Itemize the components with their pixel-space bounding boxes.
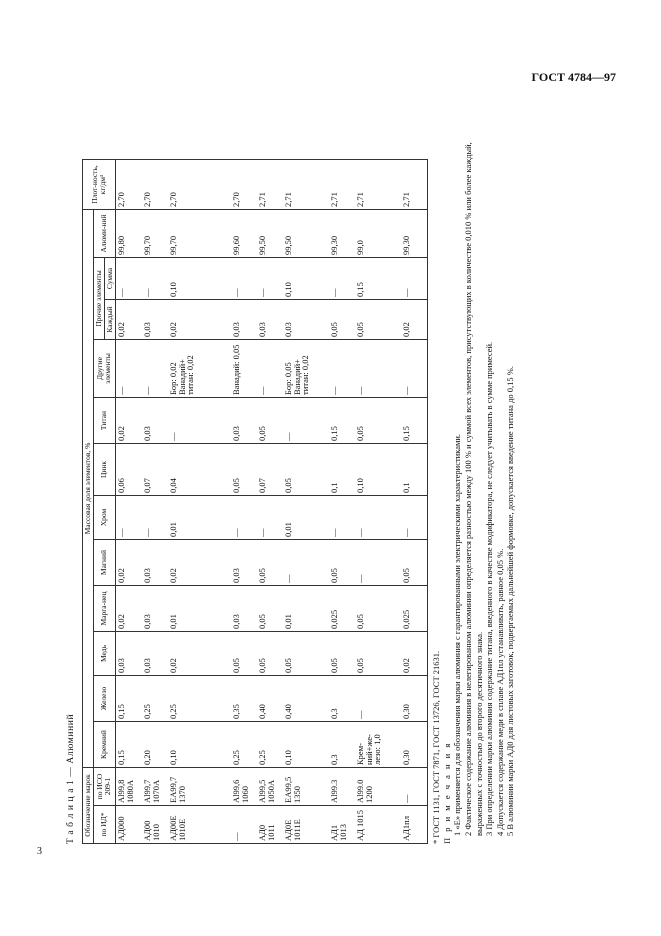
table-cell: 0,02 [401,300,428,340]
table-cell: 0,02 [168,540,214,586]
table-cell: 0,05 [401,540,428,586]
table-cell: 0,05 [329,300,355,340]
table-cell: 0,03 [214,540,257,586]
table-cell: 99,50 [257,210,283,258]
table-cell: — [142,258,168,300]
table-cell: АД0Е 1011Е [283,806,329,844]
table-cell: 99,80 [115,210,142,258]
table-cell: Al99.3 [329,768,355,806]
table-cell: 0,25 [214,722,257,768]
table-cell: 2,71 [257,160,283,210]
table-cell: 0,06 [115,444,142,496]
table-cell: 0,025 [329,586,355,632]
col-other-elements: Другие элементы [93,340,115,398]
rotated-content [66,94,611,844]
table-cell: — [283,398,329,444]
table-cell: Al99,5 1050A [257,768,283,806]
table-cell: Бор: 0,02 Ванадий+ титан: 0,02 [168,340,214,398]
col-iron: Железо [93,676,115,722]
table-cell: 0,10 [168,722,214,768]
table-cell: 0,05 [355,398,401,444]
table-cell: 0,04 [168,444,214,496]
col-silicon: Кремний [93,722,115,768]
table-cell: 0,05 [329,540,355,586]
table-cell: — [329,496,355,540]
table-cell: 99,0 [355,210,401,258]
table-cell: 0,02 [168,632,214,676]
table-cell: 2,71 [355,160,401,210]
table-cell: 0,05 [355,632,401,676]
table-cell: 0,02 [115,398,142,444]
note-2: 2 Фактическое содержание алюминия в нелегированном алюминии определяется разностью между 100 % и суммой всех элементов, присутствующих в количестве 0,010 % или более каждый, выраженных с точностью до второго десятичного знака. [462,142,484,836]
table-cell: — [257,496,283,540]
table-cell: 0,10 [283,258,329,300]
table-cell: — [115,496,142,540]
table-cell: 0,02 [115,586,142,632]
table-cell: Al99,7 1070A [142,768,168,806]
col-titanium: Титан [93,398,115,444]
table-cell: — [401,258,428,300]
table-cell: 0,02 [168,300,214,340]
table-cell: 0,40 [257,676,283,722]
table-cell: EA99,7 1370 [168,768,214,806]
table-cell: 0,05 [329,632,355,676]
table-cell: 0,15 [329,398,355,444]
table-cell: Крем-ний+же-лезо: 1,0 [355,722,401,768]
col-copper: Медь [93,632,115,676]
table-cell: 0,30 [401,676,428,722]
table-cell: 0,01 [283,586,329,632]
note-5: 5 В алюминии марки АД0 для листовых заготовок, подвергаемых дальнейшей формовке, допускается введение титана до 0,15 %. [505,366,516,836]
table-cell: 0,1 [329,444,355,496]
table-cell: АД00 1010 [142,806,168,844]
col-magnesium: Магний [93,540,115,586]
table-cell: 2,70 [214,160,257,210]
table-cell: — [168,398,214,444]
table-cell: 0,15 [401,398,428,444]
table-cell: Ванадий: 0,05 [214,340,257,398]
table-cell: 0,3 [329,722,355,768]
table-cell: 99,60 [214,210,257,258]
table-cell: 0,10 [168,258,214,300]
table-cell: 0,20 [142,722,168,768]
col-zinc: Цинк [93,444,115,496]
table-cell: 0,05 [257,632,283,676]
aluminium-grades-table [82,159,428,844]
table-cell: 0,05 [355,300,401,340]
table-cell: 0,03 [142,300,168,340]
col-manganese: Марга-нец [93,586,115,632]
table-cell: 0,03 [115,632,142,676]
table-cell: 0,05 [355,586,401,632]
document-header: ГОСТ 4784—97 [531,70,616,84]
table-cell: 0,03 [257,300,283,340]
table-cell: 0,05 [283,444,329,496]
table-cell: АД00Е 1010Е [168,806,214,844]
table-cell: 0,07 [142,444,168,496]
table-cell: — [355,540,401,586]
note-4: 4 Допускается содержание меди в сплаве АД1пл устанавливать, равное 0,05 %. [494,548,505,836]
table-cell: АД0 1011 [257,806,283,844]
table-cell: Бор: 0,05 Ванадий+ титан: 0,02 [283,340,329,398]
table-cell: — [401,768,428,806]
col-chromium: Хром [93,496,115,540]
table-cell: 2,71 [329,160,355,210]
table-cell: 0,025 [401,586,428,632]
table-cell: 0,05 [214,444,257,496]
table-cell: 0,05 [257,586,283,632]
table-cell: 0,01 [283,496,329,540]
table-cell: — [115,340,142,398]
table-cell: 0,1 [401,444,428,496]
table-row [355,160,401,844]
table-cell: АД 1015 [355,806,401,844]
table-cell: 2,70 [142,160,168,210]
table-cell: Al99.0 1200 [355,768,401,806]
table-cell: 0,15 [115,722,142,768]
table-cell: — [355,676,401,722]
table-cell: 0,02 [115,300,142,340]
other-elements-header: Прочие элементы [93,258,104,340]
table-cell: — [401,496,428,540]
table-cell: 0,10 [283,722,329,768]
table-cell: 0,03 [214,398,257,444]
page-number: 3 [37,846,42,857]
table-row [257,160,283,844]
note-3: 3 При определении марки алюминия содержание титана, введенного в качестве модификатора, не следует учитывать в сумме примесей. [484,341,495,836]
table-row [115,160,142,844]
table-cell: 0,05 [283,632,329,676]
table-cell: — [329,258,355,300]
table-cell: 0,03 [142,586,168,632]
table-cell: EA99,5 1350 [283,768,329,806]
table-cell: 0,25 [142,676,168,722]
table-cell: 99,70 [142,210,168,258]
table-cell: 99,30 [329,210,355,258]
table-cell: 0,05 [214,632,257,676]
table-cell: АД1 1013 [329,806,355,844]
table-cell: — [142,340,168,398]
note-1: 1 «Е» применяется для обозначения марки алюминия с гарантированными электрическими характеристиками. [452,433,463,836]
table-cell: 0,02 [115,540,142,586]
table-cell: — [142,496,168,540]
table-row [168,160,214,844]
table-cell: — [115,258,142,300]
notes-title: П р и м е ч а н и я [441,741,452,844]
table-cell: 0,05 [257,540,283,586]
table-cell: 99,50 [283,210,329,258]
table-cell: АД000 [115,806,142,844]
designation-header: Обозначение марок [83,768,94,844]
table-cell: — [329,340,355,398]
table-cell: — [283,540,329,586]
table-cell: 0,15 [355,258,401,300]
table-cell: 0,40 [283,676,329,722]
table-cell: 0,25 [257,722,283,768]
table-cell: 0,30 [401,722,428,768]
table-cell: — [355,340,401,398]
table-cell: 99,30 [401,210,428,258]
footnotes [431,99,516,844]
table-cell: 0,01 [168,496,214,540]
table-cell: 2,70 [168,160,214,210]
table-row [329,160,355,844]
table-cell: 0,15 [115,676,142,722]
table-row [142,160,168,844]
table-cell: — [214,258,257,300]
table-cell: 2,71 [283,160,329,210]
table-cell: 99,70 [168,210,214,258]
table-cell: — [355,496,401,540]
table-cell: 0,03 [142,632,168,676]
table-cell: — [257,258,283,300]
table-cell: — [214,806,257,844]
table-cell: — [214,496,257,540]
footnote-star: * ГОСТ 1131, ГОСТ 7871, ГОСТ 13726, ГОСТ 21631. [431,650,441,844]
table-cell: АД1пл [401,806,428,844]
table-caption: Т а б л и ц а 1 — Алюминий [66,713,76,844]
col-each: Каждый [104,300,115,340]
table-row [283,160,329,844]
table-row [214,160,257,844]
col-sum: Сумма [104,258,115,300]
table-cell: 0,35 [214,676,257,722]
iso-header: по ИСО 209-1 [93,768,115,806]
table-cell: 2,70 [115,160,142,210]
table-cell: 0,03 [283,300,329,340]
table-cell: 0,03 [214,300,257,340]
table-cell: Al99,6 1060 [214,768,257,806]
table-body [115,160,427,844]
table-cell: 0,07 [257,444,283,496]
table-cell: 0,10 [355,444,401,496]
table-cell: 2,71 [401,160,428,210]
table-cell: 0,03 [142,540,168,586]
density-header: Плот-ность, кг/дм³ [83,160,116,210]
mass-fraction-header: Массовая доля элементов, % [83,210,94,768]
table-cell: 0,03 [214,586,257,632]
col-aluminium: Алюми-ний [93,210,115,258]
table-row [401,160,428,844]
gost-header: по ИД* [93,806,115,844]
table-cell: — [257,340,283,398]
table-cell: 0,03 [142,398,168,444]
table-cell: 0,02 [401,632,428,676]
table-cell: Al99,8 1080A [115,768,142,806]
table-cell: 0,25 [168,676,214,722]
table-cell: — [401,340,428,398]
table-cell: 0,3 [329,676,355,722]
table-cell: 0,01 [168,586,214,632]
table-cell: 0,05 [257,398,283,444]
